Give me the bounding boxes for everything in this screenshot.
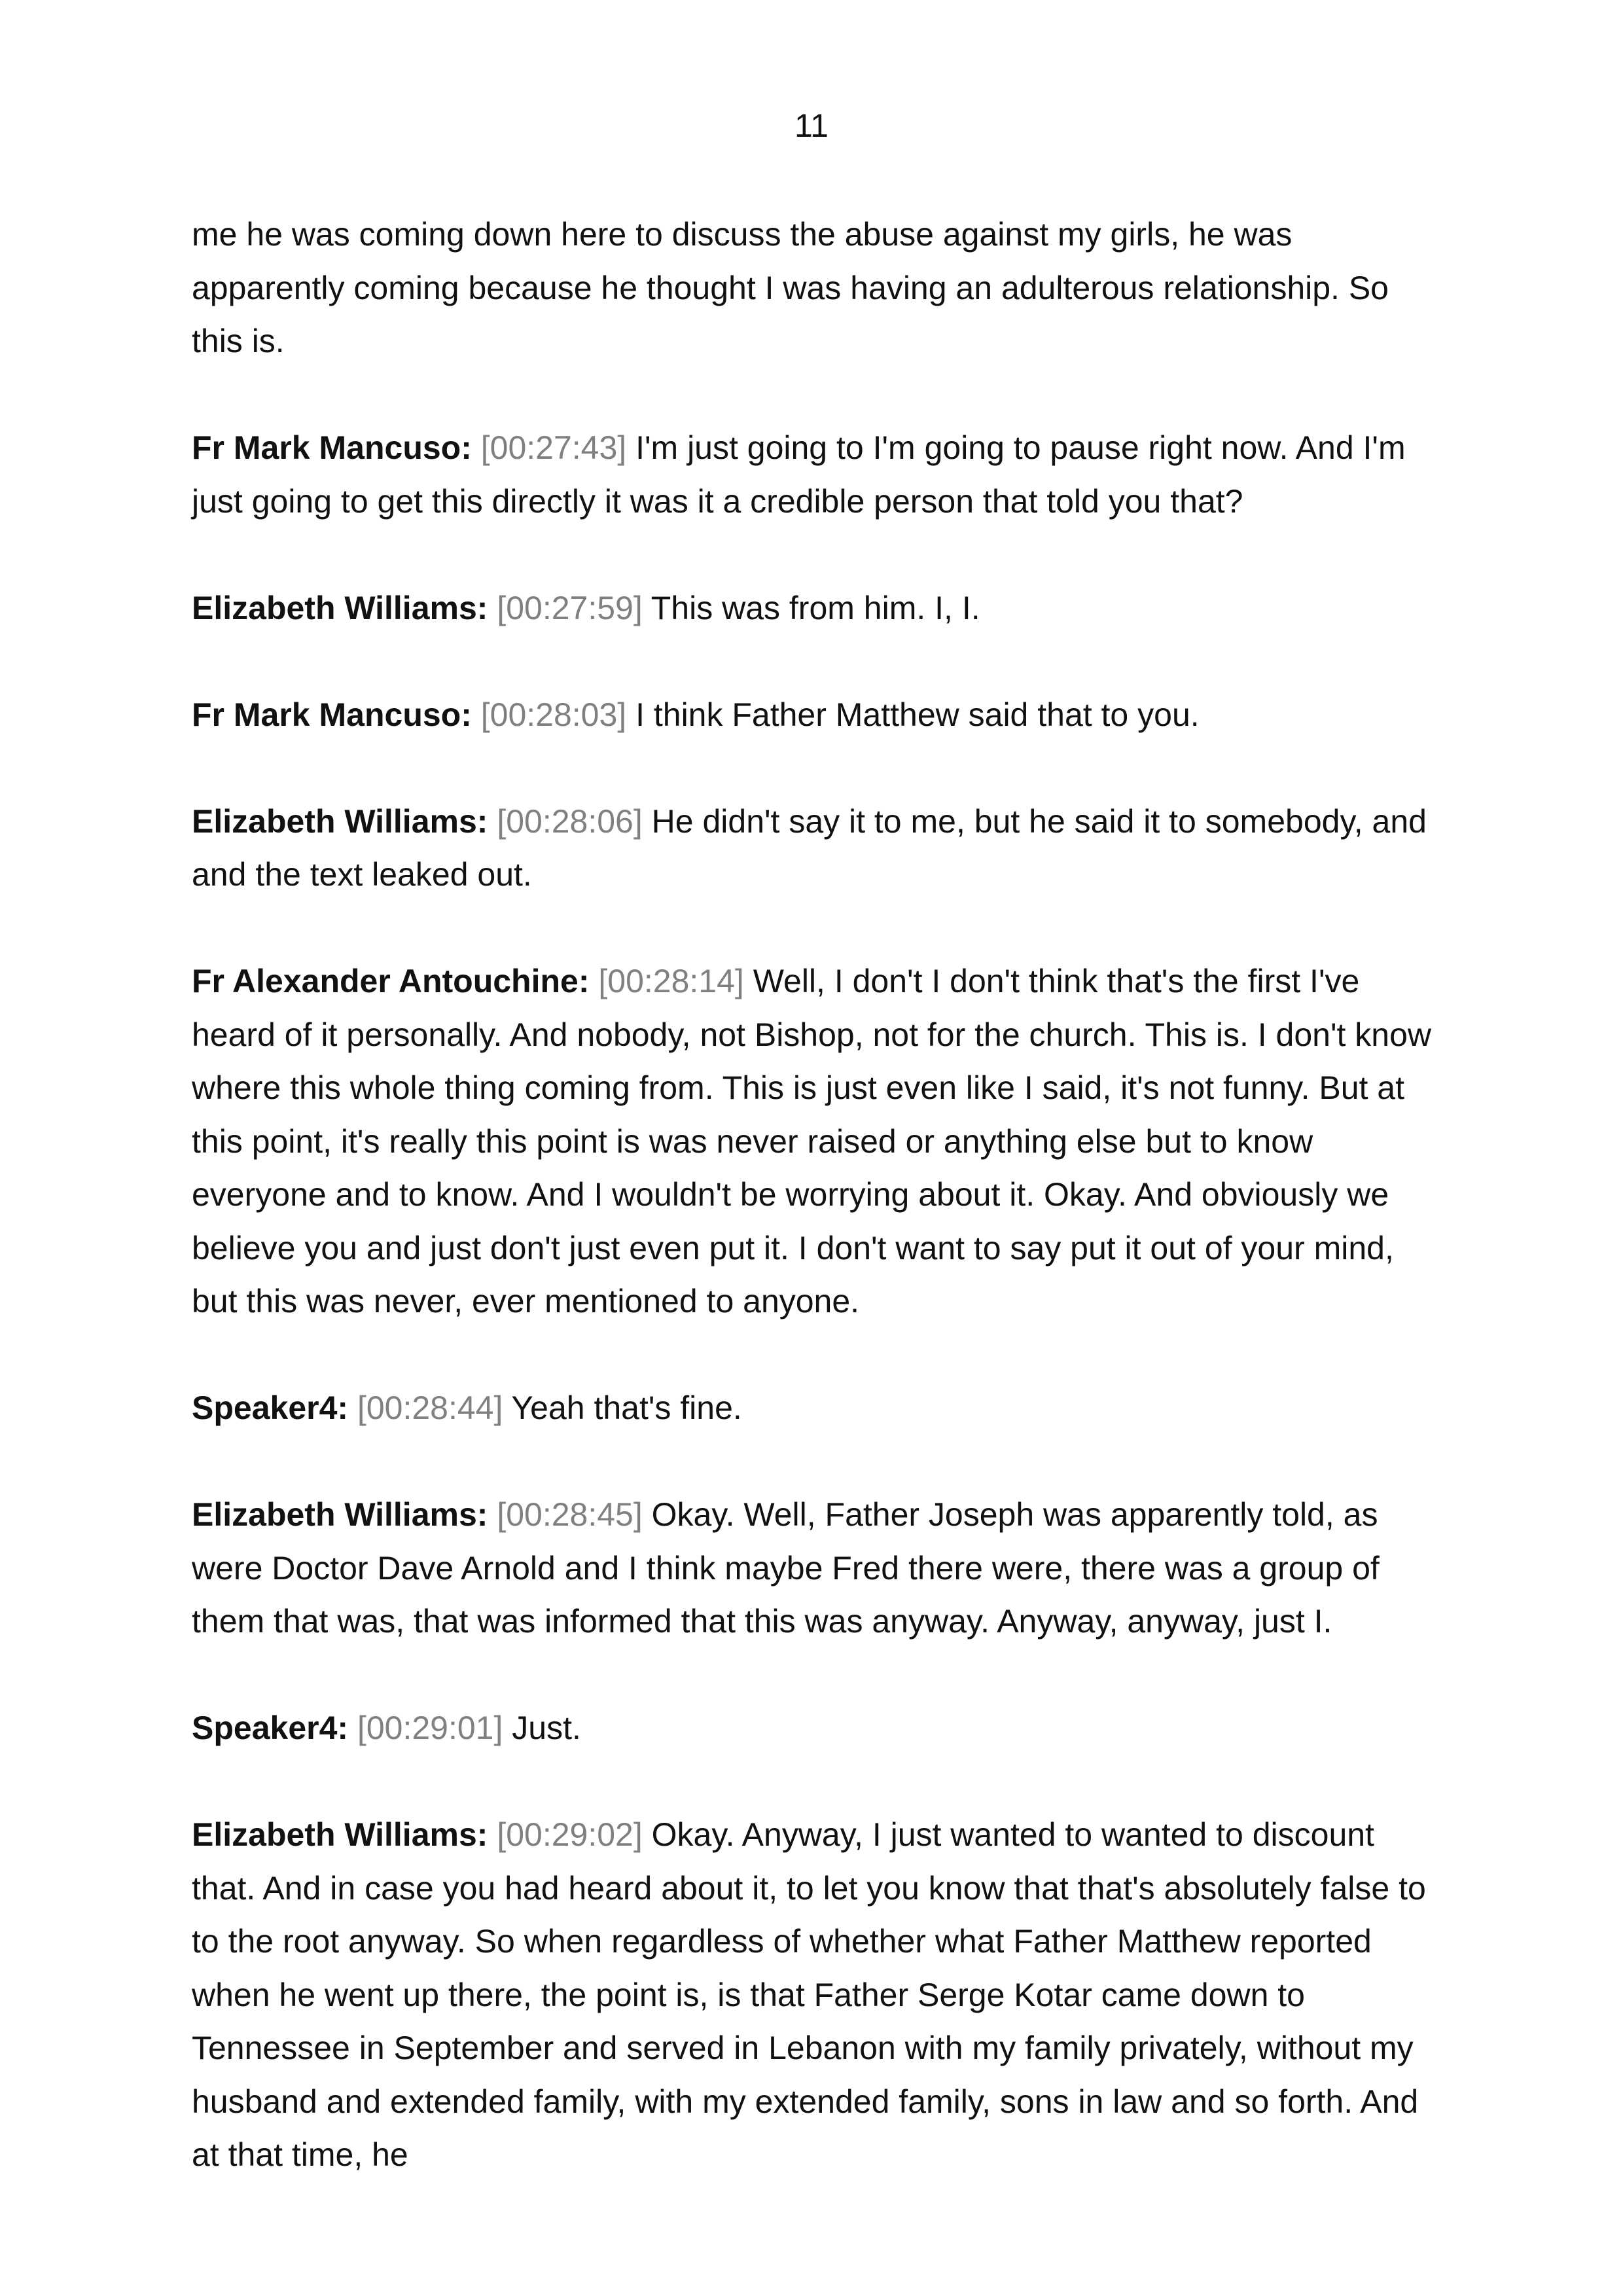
utterance-text: He didn't say it to me, but he said it to somebody, and and the text leaked out. — [192, 802, 1427, 893]
speaker-name: Speaker4: — [192, 1710, 349, 1746]
speaker-name: Fr Alexander Antouchine: — [192, 963, 590, 999]
transcript-entry — [192, 422, 1435, 528]
paragraph-text: me he was coming down here to discuss the abuse against my girls, he was apparently coming because he thought I was having an adulterous relationship. So this is. — [192, 216, 1389, 359]
transcript-entry — [192, 955, 1435, 1329]
timestamp: [00:28:03] — [480, 696, 627, 733]
speaker-name: Fr Mark Mancuso: — [192, 429, 472, 466]
utterance-text: I'm just going to I'm going to pause right now. And I'm just going to get this directly it was it a credible person that told you that? — [192, 429, 1406, 520]
speaker-name: Elizabeth Williams: — [192, 1816, 488, 1853]
page-number: 11 — [794, 107, 829, 144]
timestamp: [00:29:02] — [497, 1816, 643, 1853]
transcript-entry — [192, 1702, 1435, 1755]
transcript-entry — [192, 1488, 1435, 1649]
speaker-name: Speaker4: — [192, 1390, 349, 1426]
utterance-text: Yeah that's fine. — [511, 1390, 742, 1426]
continuation-paragraph — [192, 208, 1435, 368]
utterance-text: Just. — [512, 1710, 581, 1746]
transcript-entry — [192, 1808, 1435, 2182]
transcript-entry — [192, 689, 1435, 742]
transcript-entry — [192, 795, 1435, 902]
timestamp: [00:28:44] — [357, 1390, 503, 1426]
transcript-entry — [192, 1382, 1435, 1435]
transcript-entry — [192, 582, 1435, 636]
timestamp: [00:29:01] — [357, 1710, 503, 1746]
timestamp: [00:28:45] — [497, 1496, 643, 1533]
speaker-name: Elizabeth Williams: — [192, 802, 488, 840]
utterance-text: Okay. Well, Father Joseph was apparently told, as were Doctor Dave Arnold and I think maybe Fred there were, there was a group of them that was, that was informed that this was anyway. Anyway, anyway, just I. — [192, 1496, 1380, 1640]
speaker-name: Fr Mark Mancuso: — [192, 696, 472, 733]
utterance-text: Well, I don't I don't think that's the first I've heard of it personally. And nobody, not Bishop, not for the church. This is. I don't know where this whole thing coming from. This is just even like I said, it's not funny. But at this point, it's really this point is was never raised or anything else but to know everyone and to know. And I wouldn't be worrying about it. Okay. And obviously we believe you and just don't just even put it. I don't want to say put it out of your mind, but this was never, ever mentioned to anyone. — [192, 963, 1431, 1319]
speaker-name: Elizabeth Williams: — [192, 1496, 488, 1533]
utterance-text: Okay. Anyway, I just wanted to wanted to discount that. And in case you had heard about it, to let you know that that's absolutely false to to the root anyway. So when regardless of whether what Father Matthew reported when he went up there, the point is, is that Father Serge Kotar came down to Tennessee in September and served in Lebanon with my family privately, without my husband and extended family, with my extended family, sons in law and so forth. And at that time, he — [192, 1816, 1426, 2173]
utterance-text: I think Father Matthew said that to you. — [635, 696, 1200, 733]
utterance-text: This was from him. I, I. — [651, 589, 980, 626]
speaker-name: Elizabeth Williams: — [192, 589, 488, 626]
timestamp: [00:28:14] — [598, 963, 744, 999]
timestamp: [00:27:59] — [497, 589, 643, 626]
timestamp: [00:27:43] — [480, 429, 627, 466]
timestamp: [00:28:06] — [497, 802, 643, 840]
transcript-body — [192, 208, 1435, 2235]
